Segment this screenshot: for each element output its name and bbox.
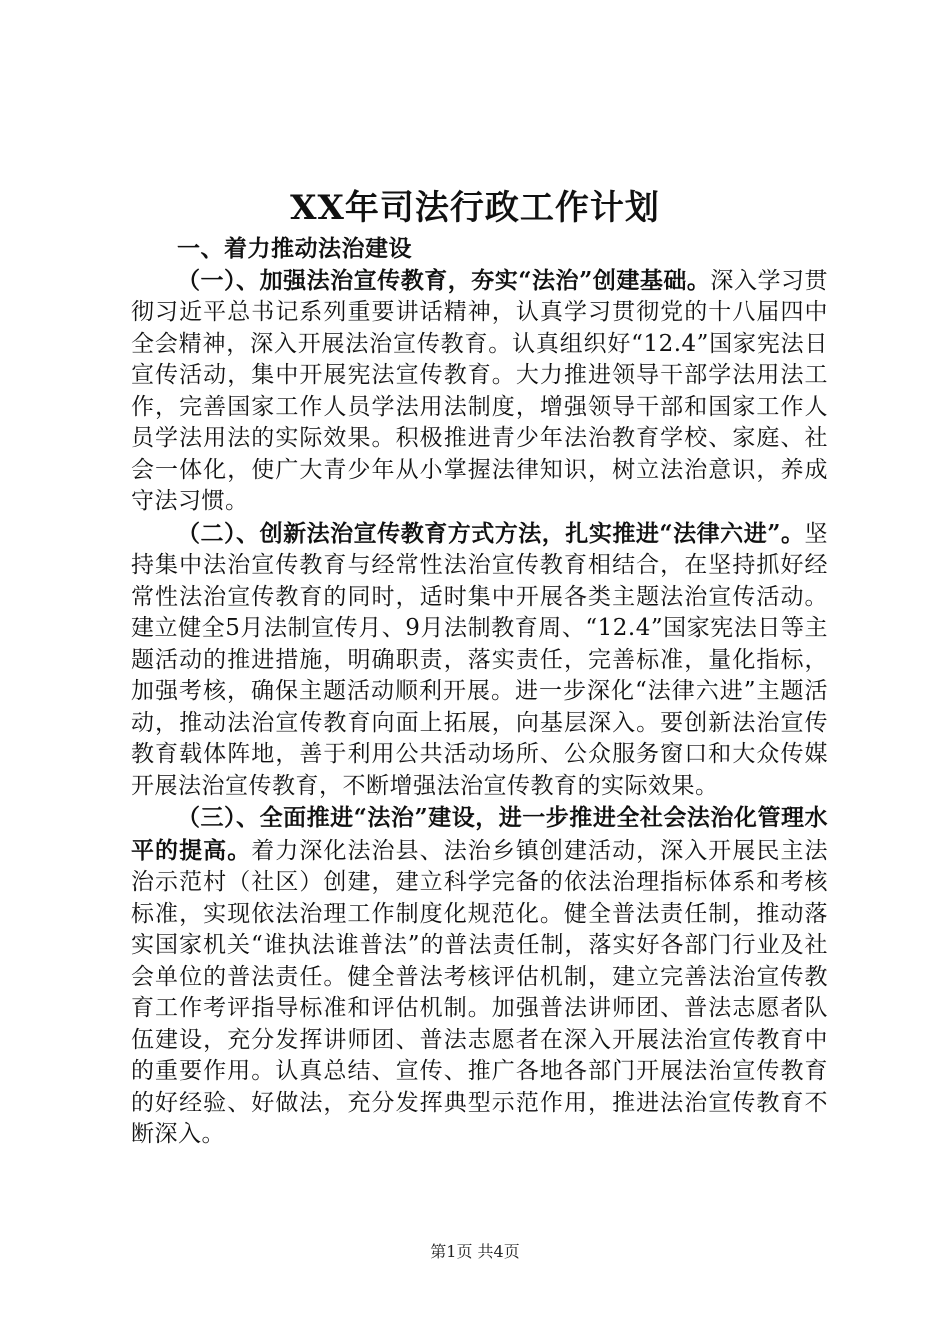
- document-body: [131, 233, 828, 1151]
- page-footer: 第1页 共4页: [430, 1242, 520, 1261]
- paragraph-3: [131, 802, 828, 1151]
- paragraph-2: [131, 518, 828, 803]
- paragraph-2-body: 坚持集中法治宣传教育与经常性法治宣传教育相结合，在坚持抓好经常性法治宣传教育的同时，适时集中开展各类主题法治宣传活动。建立健全5月法制宣传月、9月法制教育周、“12.4”国家宪法日等主题活动的推进措施，明确职责，落实责任，完善标准，量化指标，加强考核，确保主题活动顺利开展。进一步深化“法律六进”主题活动，推动法治宣传教育向面上拓展，向基层深入。要创新法治宣传教育载体阵地，善于利用公共活动场所、公众服务窗口和大众传媒开展法治宣传教育，不断增强法治宣传教育的实际效果。: [131, 520, 828, 799]
- document-title: XX年司法行政工作计划: [290, 188, 660, 228]
- paragraph-2-lead: （二）、创新法治宣传教育方式方法，扎实推进“法律六进”。: [177, 519, 805, 547]
- paragraph-1-lead: （一）、加强法治宣传教育，夯实“法治”创建基础。: [177, 266, 711, 294]
- paragraph-1: [131, 265, 828, 518]
- section-heading: 一、着力推动法治建设: [177, 235, 412, 262]
- paragraph-1-body: 深入学习贯彻习近平总书记系列重要讲话精神，认真学习贯彻党的十八届四中全会精神，深入开展法治宣传教育。认真组织好“12.4”国家宪法日宣传活动，集中开展宪法宣传教育。大力推进领导干部学法用法工作，完善国家工作人员学法用法制度，增强领导干部和国家工作人员学法用法的实际效果。积极推进青少年法治教育学校、家庭、社会一体化，使广大青少年从小掌握法律知识，树立法治意识，养成守法习惯。: [131, 267, 828, 514]
- paragraph-3-body: 着力深化法治县、法治乡镇创建活动，深入开展民主法治示范村（社区）创建，建立科学完备的依法治理指标体系和考核标准，实现依法治理工作制度化规范化。健全普法责任制，推动落实国家机关“谁执法谁普法”的普法责任制，落实好各部门行业及社会单位的普法责任。健全普法考核评估机制，建立完善法治宣传教育工作考评指导标准和评估机制。加强普法讲师团、普法志愿者队伍建设，充分发挥讲师团、普法志愿者在深入开展法治宣传教育中的重要作用。认真总结、宣传、推广各地各部门开展法治宣传教育的好经验、好做法，充分发挥典型示范作用，推进法治宣传教育不断深入。: [131, 837, 829, 1147]
- paragraph-3-lead: （三）、全面推进“法治”建设，进一步推进全社会法治化管理水平的提高。: [131, 804, 828, 864]
